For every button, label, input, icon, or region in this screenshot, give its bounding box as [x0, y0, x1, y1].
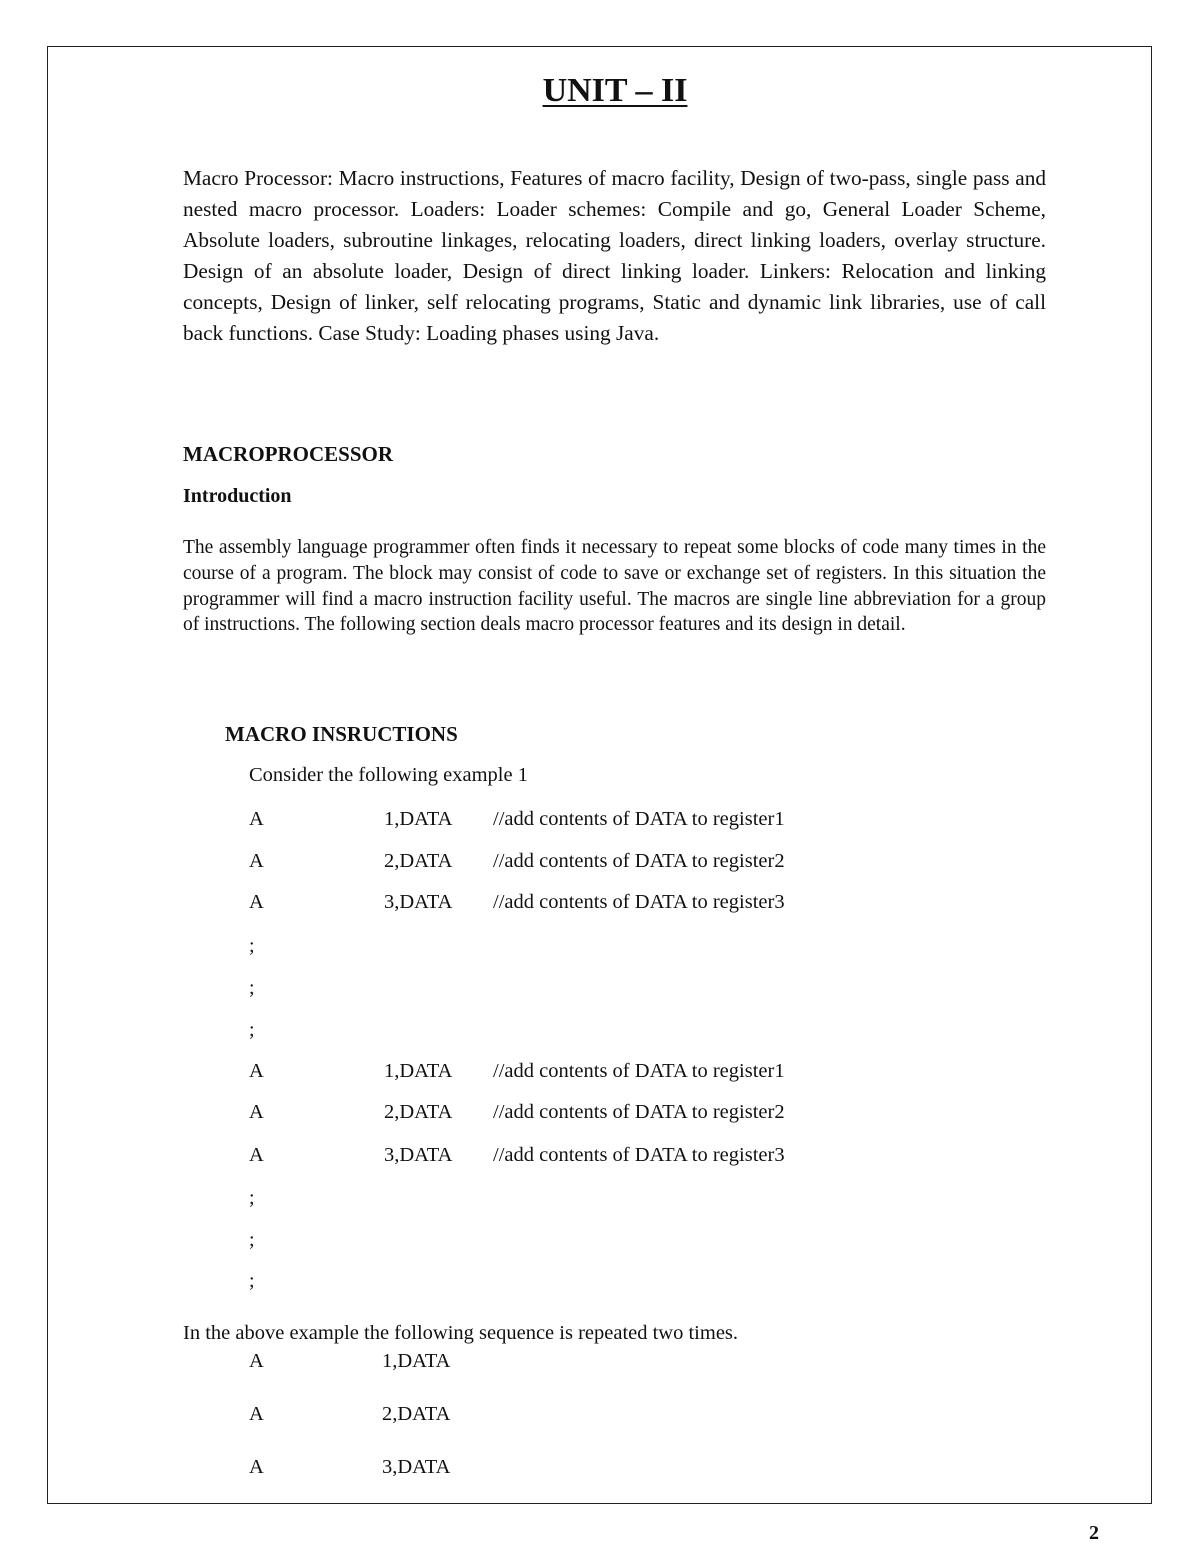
separator-semicolon: ;	[249, 1270, 255, 1292]
repeat-sentence: In the above example the following sequence is repeated two times.	[183, 1322, 739, 1344]
sequence-operand: 2,DATA	[382, 1403, 451, 1425]
code-comment: //add contents of DATA to register3	[493, 1144, 785, 1166]
code-opcode: A	[249, 1101, 264, 1123]
code-operand: 1,DATA	[384, 808, 453, 830]
example-intro: Consider the following example 1	[249, 764, 528, 786]
intro-paragraph: The assembly language programmer often finds it necessary to repeat some blocks of code many times in the course of a program. The block may consist of code to save or exchange set of registers. In this situation the programmer will find a macro instruction facility useful. The macros are single line abbreviation for a group of instructions. The following section deals macro processor features and its design in detail.	[183, 537, 1046, 636]
separator-semicolon: ;	[249, 1019, 255, 1041]
sequence-opcode: A	[249, 1456, 264, 1478]
sequence-opcode: A	[249, 1403, 264, 1425]
code-comment: //add contents of DATA to register2	[493, 850, 785, 872]
code-operand: 3,DATA	[384, 1144, 453, 1166]
code-operand: 2,DATA	[384, 850, 453, 872]
separator-semicolon: ;	[249, 935, 255, 957]
unit-title: UNIT – II	[542, 72, 688, 109]
code-comment: //add contents of DATA to register2	[493, 1101, 785, 1123]
page-number: 2	[1089, 1522, 1099, 1544]
code-comment: //add contents of DATA to register1	[493, 1060, 785, 1082]
separator-semicolon: ;	[249, 1187, 255, 1209]
code-comment: //add contents of DATA to register1	[493, 808, 785, 830]
macro-instructions-heading: MACRO INSRUCTIONS	[225, 722, 458, 746]
code-comment: //add contents of DATA to register3	[493, 891, 785, 913]
separator-semicolon: ;	[249, 1229, 255, 1251]
code-opcode: A	[249, 850, 264, 872]
code-operand: 1,DATA	[384, 1060, 453, 1082]
syllabus-paragraph: Macro Processor: Macro instructions, Features of macro facility, Design of two-pass, single pass and nested macro processor. Loaders: Loader schemes: Compile and go, General Loader Scheme, Absolute loaders, subroutine linkages, relocating loaders, direct linking loaders, overlay structure. Design of an absolute loader, Design of direct linking loader. Linkers: Relocation and linking concepts, Design of linker, self relocating programs, Static and dynamic link libraries, use of call back functions. Case Study: Loading phases using Java.	[183, 166, 1046, 345]
code-opcode: A	[249, 1060, 264, 1082]
code-operand: 2,DATA	[384, 1101, 453, 1123]
code-opcode: A	[249, 891, 264, 913]
sequence-operand: 3,DATA	[382, 1456, 451, 1478]
code-operand: 3,DATA	[384, 891, 453, 913]
code-opcode: A	[249, 1144, 264, 1166]
section-heading-macroprocessor: MACROPROCESSOR	[183, 442, 394, 466]
separator-semicolon: ;	[249, 977, 255, 999]
subsection-heading-introduction: Introduction	[183, 485, 292, 507]
sequence-opcode: A	[249, 1350, 264, 1372]
sequence-operand: 1,DATA	[382, 1350, 451, 1372]
code-opcode: A	[249, 808, 264, 830]
